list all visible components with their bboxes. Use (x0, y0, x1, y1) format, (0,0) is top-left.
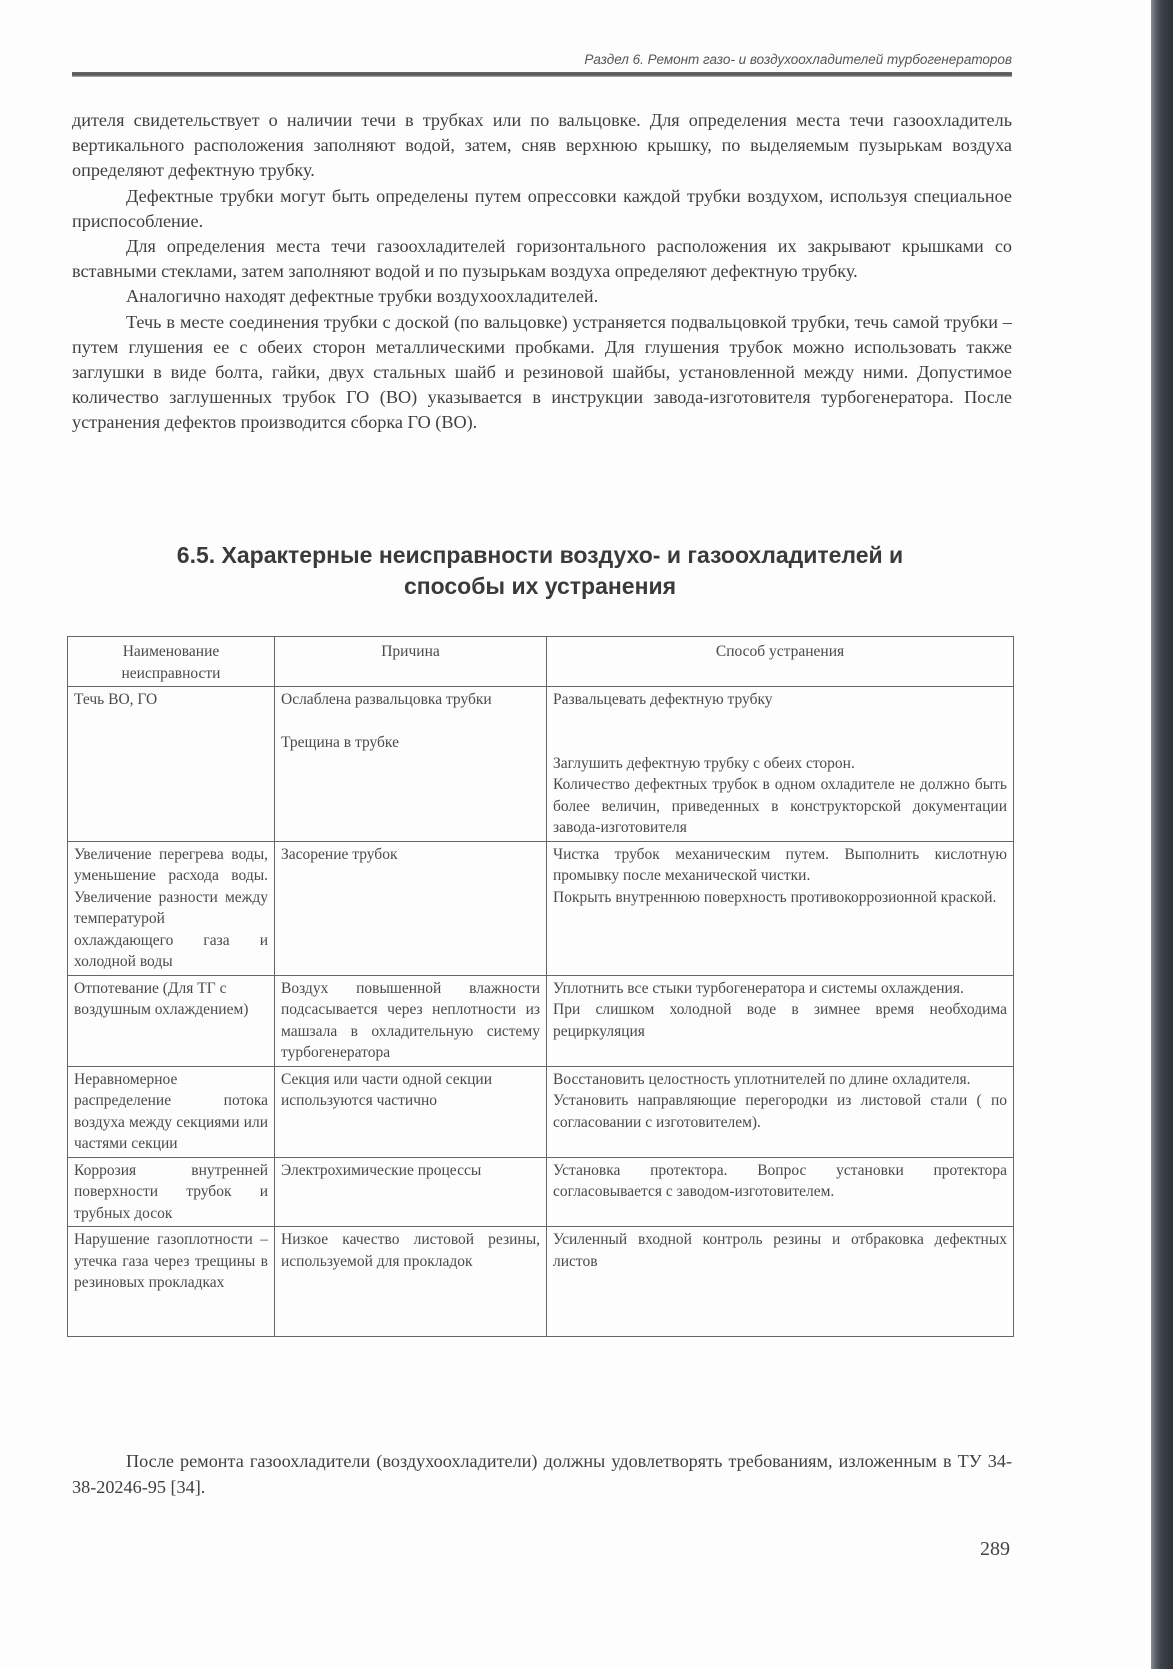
remedy-text: При слишком холодной воде в зимнее время необходима рециркуляция (553, 1001, 1007, 1040)
remedy-cell: Усиленный входной контроль резины и отбраковка дефектных листов (547, 1227, 1014, 1337)
fault-cell: Отпотевание (Для ТГ с воздушным охлаждением) (68, 975, 275, 1066)
cause-text: Трещина в трубке (281, 733, 399, 751)
cause-cell: Засорение трубок (275, 841, 547, 975)
fault-cell: Неравномерное распределение потока воздуха между секциями или частями секции (68, 1066, 275, 1157)
remedy-cell (547, 1066, 1014, 1157)
fault-cell: Увеличение перегрева воды, уменьшение расхода воды. Увеличение разности между температурой охлаждающего газа и холодной воды (68, 841, 275, 975)
section-title: 6.5. Характерные неисправности воздухо- и газоохладителей и способы их устранения (176, 542, 904, 599)
table-row (68, 1157, 1014, 1227)
header-cause: Причина (275, 637, 547, 687)
table-row (68, 975, 1014, 1066)
remedy-text: Восстановить целостность уплотнителей по длине охладителя. (553, 1070, 971, 1088)
remedy-text: Покрыть внутреннюю поверхность противокоррозионной краской. (553, 888, 997, 906)
remedy-cell (547, 975, 1014, 1066)
paragraph: Дефектные трубки могут быть определены путем опрессовки каждой трубки воздухом, используя специальное приспособление. (72, 185, 1012, 231)
header-fault: Наименование неисправности (68, 637, 275, 687)
remedy-cell (547, 841, 1014, 975)
cause-cell: Низкое качество листовой резины, используемой для прокладок (275, 1227, 547, 1337)
table-row (68, 1227, 1014, 1337)
remedy-text: Уплотнить все стыки турбогенератора и системы охлаждения. (553, 979, 964, 997)
paragraph: дителя свидетельствует о наличии течи в трубках или по вальцовке. Для определения места течи газоохладитель вертикального расположения заполняют водой, затем, сняв верхнюю крышку, по выделяемым пузырькам воздуха определяют дефектную трубку. (72, 110, 1012, 181)
header-remedy: Способ устранения (547, 637, 1014, 687)
table-row (68, 687, 1014, 842)
fault-cell: Нарушение газоплотности – утечка газа через трещины в резиновых прокладках (68, 1227, 275, 1337)
cause-cell (275, 687, 547, 842)
remedy-text: Развальцевать дефектную трубку (553, 691, 773, 708)
remedy-text: Заглушить дефектную трубку с обеих сторон. (553, 754, 855, 772)
header-rule (72, 72, 1012, 77)
table-header-row (68, 637, 1014, 687)
fault-cell: Течь ВО, ГО (68, 687, 275, 842)
page-number: 289 (980, 1538, 1010, 1560)
cause-cell: Секция или части одной секции используются частично (275, 1066, 547, 1157)
paragraph: Для определения места течи газоохладителей горизонтального расположения их закрывают крышками со вставными стеклами, затем заполняют водой и по пузырькам воздуха определяют дефектную трубку. (72, 236, 1012, 282)
table-row (68, 1066, 1014, 1157)
running-head: Раздел 6. Ремонт газо- и воздухоохладителей турбогенераторов (584, 52, 1012, 67)
paragraph: Течь в месте соединения трубки с доской (по вальцовке) устраняется подвальцовкой трубки, течь самой трубки – путем глушения ее с обеих сторон металлическими пробками. Для глушения трубок можно использовать также заглушки в виде болта, гайки, двух стальных шайб и резиновой шайбы, установленной между ними. Допустимое количество заглушенных трубок ГО (ВО) указывается в инструкции завода-изготовителя турбогенератора. После устранения дефектов производится сборка ГО (ВО). (72, 311, 1012, 433)
closing-text (72, 1448, 1012, 1500)
paragraph: Аналогично находят дефектные трубки воздухоохладителей. (126, 286, 599, 307)
remedy-text: Чистка трубок механическим путем. Выполнить кислотную промывку после механической чистки. (553, 845, 1007, 884)
fault-cell: Коррозия внутренней поверхности трубок и трубных досок (68, 1157, 275, 1227)
cause-text: Ослаблена развальцовка трубки (281, 691, 492, 708)
remedy-cell: Установка протектора. Вопрос установки протектора согласовывается с заводом-изготовителем. (547, 1157, 1014, 1227)
scan-edge-shadow (1151, 0, 1173, 1669)
paragraph: После ремонта газоохладители (воздухоохладители) должны удовлетворять требованиям, изложенным в ТУ 34-38-20246-95 [34]. (72, 1451, 1012, 1497)
remedy-text: Количество дефектных трубок в одном охладителе не должно быть более величин, приведенных в конструкторской документации завода-изготовителя (553, 776, 1007, 836)
faults-table (67, 636, 1014, 1337)
cause-cell: Воздух повышенной влажности подсасывается через неплотности из машзала в охладительную систему турбогенератора (275, 975, 547, 1066)
table-row (68, 841, 1014, 975)
remedy-text: Установить направляющие перегородки из листовой стали ( по согласовании с изготовителем). (553, 1092, 1007, 1131)
remedy-cell (547, 687, 1014, 842)
body-text (72, 108, 1012, 436)
cause-cell: Электрохимические процессы (275, 1157, 547, 1227)
